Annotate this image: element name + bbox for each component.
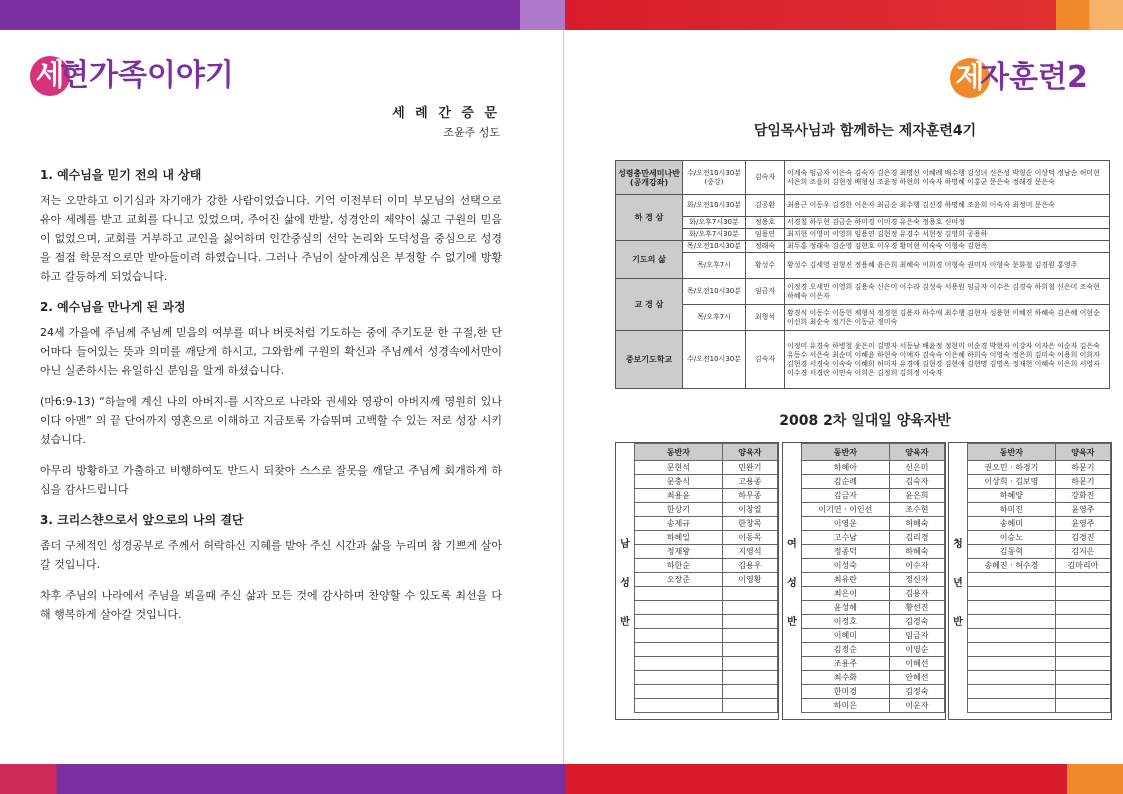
- table-row: [802, 461, 945, 475]
- page-divider: [563, 30, 564, 764]
- table-row: [968, 545, 1111, 559]
- companion-name: 한미경: [802, 685, 890, 699]
- row-members: 황성수 김세영 권형진 정용혜 윤은희 최혜숙 이희경 이형숙 권미자 이형숙 문화철 김경원 홍영주: [785, 253, 1110, 279]
- table-row: [635, 531, 778, 545]
- table-row: [968, 461, 1111, 475]
- mentor-name: 이혜선: [889, 657, 944, 671]
- table-row: [802, 643, 945, 657]
- mentor-name: 이수자: [889, 559, 944, 573]
- mentor-name: [1055, 601, 1110, 615]
- column-header: 양육자: [1055, 444, 1110, 461]
- mentor-name: [722, 685, 777, 699]
- top-bar-right: [565, 0, 1123, 30]
- row-leader: 황성수: [746, 253, 785, 279]
- table-row: [635, 461, 778, 475]
- mentor-name: 지영석: [722, 545, 777, 559]
- row-members: 이정경 오세민 이영희 김용숙 신은미 이수라 김성숙 서용원 임금자 이수은 김경숙 하희철 신은미 조숙현 하혜숙 이은자: [785, 279, 1110, 305]
- row-category: 기도의 삶: [616, 241, 683, 279]
- mentor-name: 하무종: [722, 489, 777, 503]
- table-row: [802, 699, 945, 713]
- row-time: 화/오후7시30분: [683, 229, 746, 241]
- section-paragraph: (마6:9-13) “하늘에 계신 나의 아버지-를 시작으로 나라와 권세와 영광이 아버지께 영원히 있나이다 아멘” 의 끝 단어까지 영혼으로 이해하고 지금토록 가슴뛰며 고백할 수 있는 저로 성장 시키셨습니다.: [40, 395, 502, 446]
- table-row: [802, 517, 945, 531]
- companion-name: 오장준: [635, 573, 723, 587]
- table-row: [802, 671, 945, 685]
- table-row: [802, 475, 945, 489]
- companion-name: 권오민 · 하경기: [968, 461, 1056, 475]
- mentor-name: 하문기: [1055, 475, 1110, 489]
- mentor-name: 김마리아: [1055, 559, 1110, 573]
- mentor-name: [722, 587, 777, 601]
- section-heading: 1. 예수님을 믿기 전의 내 상태: [40, 168, 202, 182]
- companion-name: 이영운: [802, 517, 890, 531]
- training-table-title: 담임목사님과 함께하는 제자훈련4기: [753, 123, 977, 139]
- table-row: [802, 615, 945, 629]
- mentor-name: 민완기: [722, 461, 777, 475]
- mentor-name: 강화진: [1055, 489, 1110, 503]
- table-row: [616, 241, 1110, 253]
- table-row: [968, 475, 1111, 489]
- companion-name: 이상희 · 김보명: [968, 475, 1056, 489]
- row-time: 화/오전10시30분: [683, 195, 746, 217]
- mentor-name: 김용우: [722, 559, 777, 573]
- companion-name: 하혜아: [802, 461, 890, 475]
- mentor-name: 윤영주: [1055, 517, 1110, 531]
- table-row: [968, 531, 1111, 545]
- mentor-name: [1055, 685, 1110, 699]
- group-label: 남 성 반: [620, 538, 630, 628]
- row-time: 화/오후7시30분: [683, 217, 746, 229]
- mentor-name: 김리경: [889, 531, 944, 545]
- companion-name: [968, 601, 1056, 615]
- mentoring-group: [948, 442, 1112, 720]
- table-row: [635, 643, 778, 657]
- companion-name: 최유란: [802, 573, 890, 587]
- left-logo-text: 현가족이야기: [60, 58, 234, 93]
- mentor-name: 김정숙: [889, 685, 944, 699]
- mentor-name: [1055, 629, 1110, 643]
- companion-name: 김금자: [802, 489, 890, 503]
- table-row: [635, 475, 778, 489]
- table-row: [968, 643, 1111, 657]
- table-row: [802, 545, 945, 559]
- companion-name: 하혜일: [635, 531, 723, 545]
- companion-name: [635, 615, 723, 629]
- companion-name: 이혜미: [802, 629, 890, 643]
- mentor-name: [1055, 643, 1110, 657]
- row-leader: 임금자: [746, 279, 785, 305]
- companion-name: 정종덕: [802, 545, 890, 559]
- table-row: [635, 517, 778, 531]
- table-row: [635, 587, 778, 601]
- mentor-name: 신은미: [889, 461, 944, 475]
- mentor-name: 하문기: [1055, 461, 1110, 475]
- row-time: 목/오후7시: [683, 253, 746, 279]
- table-row: [616, 217, 1110, 229]
- table-row: [968, 615, 1111, 629]
- companion-name: 이성숙: [802, 559, 890, 573]
- table-row: [616, 331, 1110, 389]
- table-row: [635, 559, 778, 573]
- bottom-bar-right: [565, 764, 1123, 794]
- right-logo-dot: 제: [950, 58, 990, 98]
- mentoring-group: [615, 442, 779, 720]
- companion-name: 김동혁: [968, 545, 1056, 559]
- mentor-name: 김지은: [1055, 545, 1110, 559]
- mentor-name: 안혜선: [889, 671, 944, 685]
- mentor-name: 이영황: [722, 573, 777, 587]
- row-time: 목/오전10시30분: [683, 241, 746, 253]
- row-leader: 김공환: [746, 195, 785, 217]
- section-paragraph: 저는 오만하고 이기심과 자기애가 강한 사람이었습니다. 기억 이전부터 이미 부모님의 선택으로 유아 세례를 받고 교회를 다니고 있었으며, 주어진 삶에 반발, 성경안의 제약이 싫고 구원의 믿음이 없었으며, 교회를 거부하고 교인을 싫어하며 인간중심의 선악 논리와 도덕성을 중심으로 성경을 점점 학문적으로만 받아들이려 하였습니다. 그러나 주님이 살아계심은 부정할 수 없기에 방황하고 갈등하게 되었습니다.: [40, 194, 502, 283]
- table-row: [968, 699, 1111, 713]
- left-logo-dot: 세: [30, 56, 70, 96]
- companion-name: [968, 573, 1056, 587]
- mentor-name: [722, 601, 777, 615]
- mentor-name: 황선진: [889, 601, 944, 615]
- table-row: [802, 531, 945, 545]
- table-row: [635, 573, 778, 587]
- group-label: 청 년 반: [953, 538, 963, 628]
- companion-name: [635, 629, 723, 643]
- column-header: 동반자: [968, 444, 1056, 461]
- table-row: [635, 545, 778, 559]
- mentor-name: 윤은희: [889, 489, 944, 503]
- table-row: [968, 601, 1111, 615]
- group-label: 여 성 반: [787, 538, 797, 628]
- companion-name: [968, 615, 1056, 629]
- mentoring-table-title: 2008 2차 일대일 양육자반: [779, 413, 951, 429]
- companion-name: [968, 685, 1056, 699]
- table-row: [616, 195, 1110, 217]
- companion-name: 송혜미: [968, 517, 1056, 531]
- mentoring-group: [782, 442, 946, 720]
- table-row: [616, 161, 1110, 195]
- mentor-name: 김경진: [1055, 531, 1110, 545]
- table-row: [802, 601, 945, 615]
- top-bar-left: [0, 0, 565, 30]
- table-row: [635, 657, 778, 671]
- table-row: [968, 629, 1111, 643]
- table-row: [635, 601, 778, 615]
- table-row: [968, 559, 1111, 573]
- companion-name: [968, 657, 1056, 671]
- companion-name: 이정호: [802, 615, 890, 629]
- table-row: [802, 503, 945, 517]
- companion-name: [635, 685, 723, 699]
- companion-name: 이승노: [968, 531, 1056, 545]
- companion-name: [635, 671, 723, 685]
- mentor-name: [1055, 615, 1110, 629]
- companion-name: 한상기: [635, 503, 723, 517]
- table-row: [635, 503, 778, 517]
- table-row: [635, 629, 778, 643]
- table-row: [635, 685, 778, 699]
- row-time: 목/오전10시30분: [683, 279, 746, 305]
- row-category: 성령충만세미나반 (공개강좌): [616, 161, 683, 195]
- row-leader: 김숙자: [746, 161, 785, 195]
- section-paragraph: 좀더 구체적인 성경공부로 주께서 허락하신 지혜를 받아 주신 시간과 삶을 누리며 참 기쁘게 살아갈 것입니다.: [40, 539, 502, 571]
- mentor-name: 조수현: [889, 503, 944, 517]
- companion-name: 김정순: [802, 643, 890, 657]
- row-time: 목/오후7시: [683, 305, 746, 331]
- table-row: [616, 229, 1110, 241]
- mentor-name: 이영순: [889, 643, 944, 657]
- companion-name: 고수남: [802, 531, 890, 545]
- row-members: 이계숙 임금자 이은숙 김숙자 김은경 최명선 이혜례 배수행 김성녀 신은성 박형순 이상덕 정남순 허미현 서은희 조윤희 김현정 배형심 조윤정 하현희 이숙자 하명혜 이홍균 문은숙 정래경 문은숙: [785, 161, 1110, 195]
- column-header: 동반자: [635, 444, 723, 461]
- companion-name: 문현석: [635, 461, 723, 475]
- table-row: [616, 279, 1110, 305]
- mentor-name: 임금자: [889, 629, 944, 643]
- section-paragraph: 24세 가을에 주님께 주님께 믿음의 여부를 떠나 버릇처럼 기도하는 중에 주기도문 한 구절,한 단어마다 들어있는 뜻과 의미를 깨닫게 하시고, 그와함께 구원의 확신과 주님께서 성경속에서만이 아닌 실존하시는 유일하신 분임을 알게 하셨습니다.: [40, 326, 502, 377]
- mentor-name: [722, 657, 777, 671]
- mentor-name: [722, 615, 777, 629]
- row-members: 황경식 이동수 이동헌 체형석 정경현 김용자 하수애 최수행 김현자 성용현 이혜진 하혜숙 김은혜 이현순 이선희 최순숙 정기은 이동균 정미숙: [785, 305, 1110, 331]
- section-paragraph: 아무리 방황하고 가출하고 비행하여도 반드시 되찾아 스스로 잘못을 깨닫고 주님께 회개하게 하심을 감사드립니다: [40, 464, 502, 496]
- companion-name: 이기연 · 이인선: [802, 503, 890, 517]
- companion-name: [968, 699, 1056, 713]
- row-leader: 정래숙: [746, 241, 785, 253]
- mentor-name: 한창목: [722, 517, 777, 531]
- companion-name: [968, 643, 1056, 657]
- mentor-name: 이운자: [889, 699, 944, 713]
- companion-name: 정재왕: [635, 545, 723, 559]
- mentor-name: 이창열: [722, 503, 777, 517]
- row-leader: 임용연: [746, 229, 785, 241]
- table-row: [616, 253, 1110, 279]
- companion-name: [968, 587, 1056, 601]
- row-time: 수/오전10시30분: [683, 331, 746, 389]
- mentor-name: 김경숙: [889, 615, 944, 629]
- companion-name: 최용윤: [635, 489, 723, 503]
- companion-name: 김순례: [802, 475, 890, 489]
- mentor-name: 허혜숙: [889, 517, 944, 531]
- row-leader: 최형석: [746, 305, 785, 331]
- row-category: 교 경 삼: [616, 279, 683, 331]
- companion-name: [635, 699, 723, 713]
- companion-name: 하혜양: [968, 489, 1056, 503]
- table-row: [802, 559, 945, 573]
- table-row: [802, 573, 945, 587]
- table-row: [968, 685, 1111, 699]
- companion-name: [635, 643, 723, 657]
- testimony-title: 세 례 간 증 문: [392, 106, 500, 121]
- mentor-name: [722, 643, 777, 657]
- column-header: 동반자: [802, 444, 890, 461]
- companion-name: [635, 657, 723, 671]
- table-row: [968, 517, 1111, 531]
- companion-name: [635, 587, 723, 601]
- mentor-name: [722, 629, 777, 643]
- section-paragraph: 차후 주님의 나라에서 주님을 뵈올때 주신 삶과 모든 것에 감사하며 찬양할 수 있도록 최선을 다해 행복하게 살아갈 것입니다.: [40, 589, 502, 621]
- mentor-name: [722, 699, 777, 713]
- mentor-name: 하혜숙: [889, 545, 944, 559]
- table-row: [968, 489, 1111, 503]
- column-header: 양육자: [889, 444, 944, 461]
- table-row: [802, 587, 945, 601]
- companion-name: 하미은: [802, 699, 890, 713]
- row-members: 이정미 유경숙 하병철 윤은미 김명자 서동남 배윤정 정현미 이순경 박현자 이강자 이자은 이순자 김은숙 유동수 서은숙 최순미 이혜윤 하현숙 이예자 김숙숙 이은혜 하희숙 이영숙 정은희 김미숙 이용희 이희자 김현경 서경숙 이숙숙 이혜희 허미자 유경애 김현경 김현애 김현명 김명옥 정재현 이혜숙 이은희 서영자 이수경 서경란 이민숙 이희은 김정희 김희정 이숙자: [785, 331, 1110, 389]
- column-header: 양육자: [722, 444, 777, 461]
- mentor-name: [1055, 699, 1110, 713]
- testimony-body: [40, 160, 502, 636]
- companion-name: [968, 671, 1056, 685]
- mentor-name: [1055, 671, 1110, 685]
- companion-name: 윤성혜: [802, 601, 890, 615]
- mentor-name: 정신자: [889, 573, 944, 587]
- table-row: [968, 503, 1111, 517]
- mentor-name: [722, 671, 777, 685]
- mentor-name: 윤영주: [1055, 503, 1110, 517]
- bottom-bar-left: [0, 764, 565, 794]
- row-time: 수/오전10시30분 (중강): [683, 161, 746, 195]
- table-row: [968, 671, 1111, 685]
- table-row: [968, 657, 1111, 671]
- companion-name: 문충식: [635, 475, 723, 489]
- table-row: [635, 489, 778, 503]
- row-category: 하 경 삼: [616, 195, 683, 241]
- row-leader: 정용호: [746, 217, 785, 229]
- row-category: 중보기도학교: [616, 331, 683, 389]
- left-logo: [30, 50, 234, 96]
- row-members: 최지현 이영미 이영희 임용연 김현정 유경수 서현정 김영희 공용하: [785, 229, 1110, 241]
- table-row: [635, 615, 778, 629]
- table-row: [635, 699, 778, 713]
- mentor-name: [1055, 657, 1110, 671]
- section-heading: 2. 예수님을 만나게 된 과정: [40, 300, 186, 314]
- mentor-name: 이동목: [722, 531, 777, 545]
- mentor-name: 고용종: [722, 475, 777, 489]
- right-logo-text: 자훈련2: [980, 60, 1088, 95]
- table-row: [616, 305, 1110, 331]
- row-members: 서경철 하두현 김금순 하미경 이미경 유은숙 정용호 신미정: [785, 217, 1110, 229]
- testimony-author: 조윤주 성도: [443, 126, 500, 139]
- table-row: [968, 587, 1111, 601]
- companion-name: 하한순: [635, 559, 723, 573]
- section-heading: 3. 크리스챤으로서 앞으로의 나의 결단: [40, 513, 244, 527]
- table-row: [802, 629, 945, 643]
- companion-name: 최은이: [802, 587, 890, 601]
- table-row: [635, 671, 778, 685]
- companion-name: 조용주: [802, 657, 890, 671]
- companion-name: 최수화: [802, 671, 890, 685]
- companion-name: [968, 629, 1056, 643]
- mentor-name: 김숙자: [889, 475, 944, 489]
- row-leader: 김숙자: [746, 331, 785, 389]
- companion-name: 송혜진 · 허수경: [968, 559, 1056, 573]
- mentor-name: 김용자: [889, 587, 944, 601]
- companion-name: 하미진: [968, 503, 1056, 517]
- mentor-name: [1055, 587, 1110, 601]
- table-row: [802, 657, 945, 671]
- row-members: 최용근 이동우 김경한 이은자 최금순 최수행 김선경 하명혜 조윤희 이숙자 최정미 문은숙: [785, 195, 1110, 217]
- table-row: [802, 685, 945, 699]
- table-row: [802, 489, 945, 503]
- mentor-name: [1055, 573, 1110, 587]
- row-members: 최두홍 정래숙 김순영 김현호 이우경 황미현 이숙숙 이형숙 김현옥: [785, 241, 1110, 253]
- companion-name: 송제규: [635, 517, 723, 531]
- right-logo: [950, 52, 1088, 98]
- companion-name: [635, 601, 723, 615]
- training-table: [615, 160, 1110, 389]
- table-row: [968, 573, 1111, 587]
